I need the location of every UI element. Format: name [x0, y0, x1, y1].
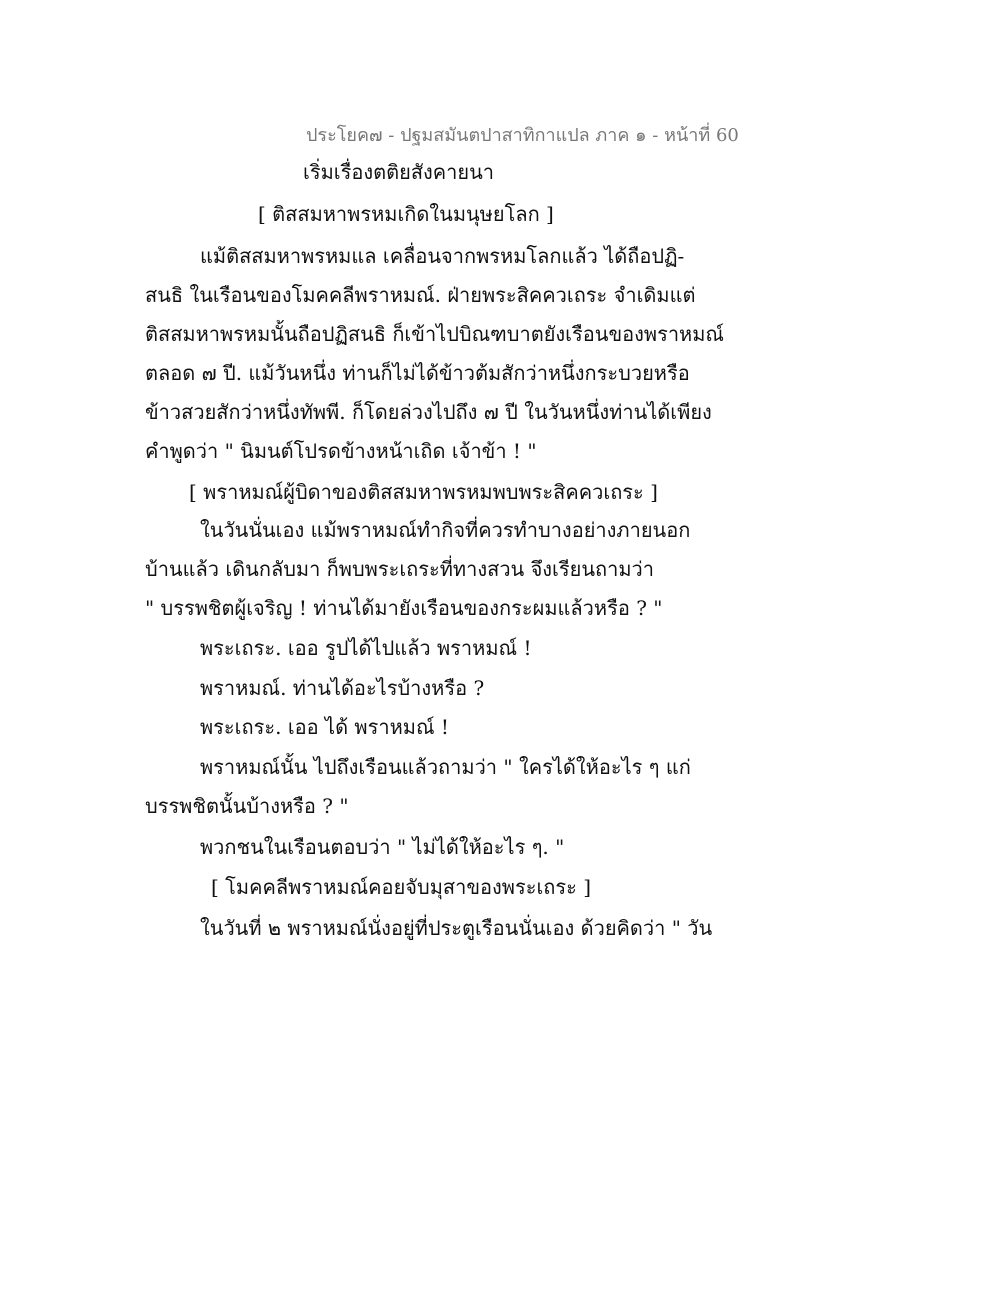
- paragraph-line: บรรพชิตนั้นบ้างหรือ ? ": [145, 794, 349, 818]
- section-heading: [ โมคคลีพราหมณ์คอยจับมุสาของพระเถระ ]: [211, 875, 592, 899]
- paragraph-line: บ้านแล้ว เดินกลับมา ก็พบพระเถระที่ทางสวน จึงเรียนถามว่า: [145, 557, 655, 581]
- paragraph-line: ในวันที่ ๒ พราหมณ์นั่งอยู่ที่ประตูเรือนนั่นเอง ด้วยคิดว่า " วัน: [200, 916, 713, 940]
- section-heading: [ พราหมณ์ผู้บิดาของติสสมหาพรหมพบพระสิคควเถระ ]: [189, 480, 658, 504]
- dialogue-line: พระเถระ. เออ ได้ พราหมณ์ !: [200, 715, 449, 739]
- page-header: ประโยค๗ - ปฐมสมันตปาสาทิกาแปล ภาค ๑ - หน้าที่ 60: [306, 125, 739, 146]
- dialogue-line: พระเถระ. เออ รูปได้ไปแล้ว พราหมณ์ !: [200, 636, 532, 660]
- paragraph-line: ตลอด ๗ ปี. แม้วันหนึ่ง ท่านก็ไม่ได้ข้าวต้มสักว่าหนึ่งกระบวยหรือ: [145, 361, 690, 385]
- section-heading: [ ติสสมหาพรหมเกิดในมนุษยโลก ]: [258, 202, 554, 226]
- chapter-title: เริ่มเรื่องตติยสังคายนา: [303, 160, 495, 184]
- paragraph-line: ข้าวสวยสักว่าหนึ่งทัพพี. ก็โดยล่วงไปถึง ๗ ปี ในวันหนึ่งท่านได้เพียง: [145, 400, 712, 424]
- paragraph-line: พวกชนในเรือนตอบว่า " ไม่ได้ให้อะไร ๆ. ": [200, 835, 565, 859]
- paragraph-line: แม้ติสสมหาพรหมแล เคลื่อนจากพรหมโลกแล้ว ได้ถือปฏิ-: [200, 244, 685, 268]
- paragraph-line: ติสสมหาพรหมนั้นถือปฏิสนธิ ก็เข้าไปบิณฑบาตยังเรือนของพราหมณ์: [145, 322, 724, 346]
- paragraph-line: คำพูดว่า " นิมนต์โปรดข้างหน้าเถิด เจ้าข้า ! ": [145, 439, 537, 463]
- dialogue-line: พราหมณ์. ท่านได้อะไรบ้างหรือ ?: [200, 676, 485, 700]
- paragraph-line: สนธิ ในเรือนของโมคคลีพราหมณ์. ฝ่ายพระสิคควเถระ จำเดิมแต่: [145, 283, 696, 307]
- paragraph-line: พราหมณ์นั้น ไปถึงเรือนแล้วถามว่า " ใครได้ให้อะไร ๆ แก่: [200, 755, 691, 779]
- paragraph-line: " บรรพชิตผู้เจริญ ! ท่านได้มายังเรือนของกระผมแล้วหรือ ? ": [145, 596, 663, 620]
- paragraph-line: ในวันนั่นเอง แม้พราหมณ์ทำกิจที่ควรทำบางอย่างภายนอก: [200, 518, 691, 542]
